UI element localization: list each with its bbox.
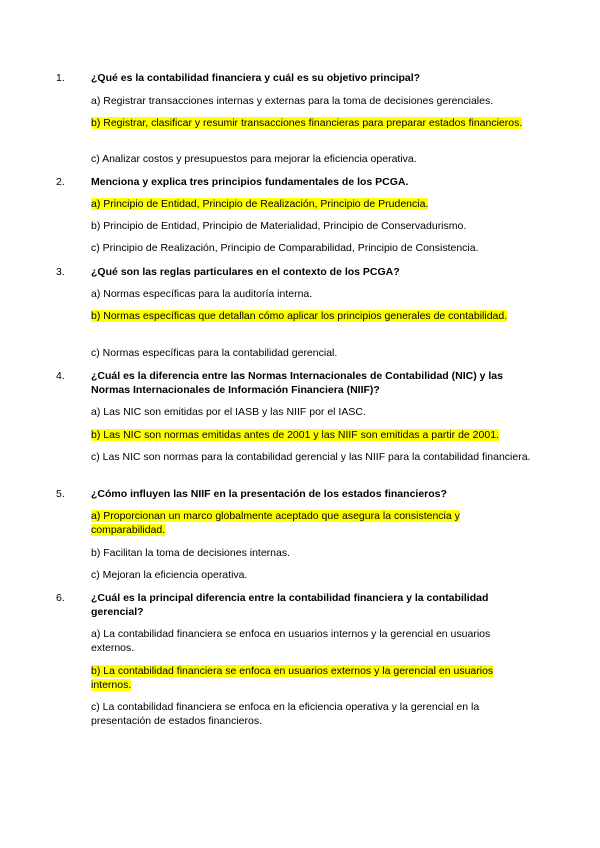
option-text: a) Normas específicas para la auditoría interna. — [91, 288, 313, 300]
option-text: a) Principio de Entidad, Principio de Realización, Principio de Prudencia. — [91, 198, 429, 210]
answer-option — [91, 346, 531, 360]
option-text: b) Las NIC son normas emitidas antes de 2001 y las NIIF son emitidas a partir de 2001. — [91, 429, 499, 441]
answer-option-highlighted — [91, 664, 531, 692]
answer-option-highlighted — [91, 428, 531, 442]
answer-option — [91, 241, 531, 255]
question-text: ¿Qué son las reglas particulares en el contexto de los PCGA? — [91, 266, 400, 278]
answer-option — [91, 546, 531, 560]
option-text: c) La contabilidad financiera se enfoca en la eficiencia operativa y la gerencial en la presentación de estados financieros. — [91, 701, 480, 727]
question-text: ¿Qué es la contabilidad financiera y cuál es su objetivo principal? — [91, 72, 421, 84]
question-number: 4. — [56, 370, 65, 382]
answer-option — [91, 627, 531, 655]
question-number: 5. — [56, 488, 65, 500]
answer-option — [91, 405, 531, 419]
answer-option — [91, 700, 531, 728]
option-text: c) Analizar costos y presupuestos para mejorar la eficiencia operativa. — [91, 153, 417, 165]
question-number: 2. — [56, 176, 65, 188]
option-text: b) Principio de Entidad, Principio de Materialidad, Principio de Conservadurismo. — [91, 220, 467, 232]
answer-option — [91, 94, 531, 108]
question-number: 1. — [56, 72, 65, 84]
answer-option — [91, 152, 531, 166]
option-text: b) Facilitan la toma de decisiones internas. — [91, 547, 291, 559]
question-number: 3. — [56, 266, 65, 278]
answer-option — [91, 287, 531, 301]
option-text: a) La contabilidad financiera se enfoca en usuarios internos y la gerencial en usuarios externos. — [91, 628, 491, 654]
option-text: b) Normas específicas que detallan cómo aplicar los principios generales de contabilidad. — [91, 310, 508, 322]
answer-option — [91, 568, 531, 582]
question-text: ¿Cuál es la principal diferencia entre la contabilidad financiera y la contabilidad gerencial? — [91, 592, 489, 618]
answer-option-highlighted — [91, 116, 531, 130]
answer-option-highlighted — [91, 197, 531, 211]
question-number: 6. — [56, 592, 65, 604]
option-text: c) Las NIC son normas para la contabilidad gerencial y las NIIF para la contabilidad financiera. — [91, 451, 531, 463]
option-text: a) Las NIC son emitidas por el IASB y las NIIF por el IASC. — [91, 406, 366, 418]
answer-option — [91, 219, 531, 233]
answer-option — [91, 450, 531, 464]
question-text: Menciona y explica tres principios fundamentales de los PCGA. — [91, 176, 409, 188]
option-text: b) La contabilidad financiera se enfoca en usuarios externos y la gerencial en usuarios internos. — [91, 665, 494, 691]
option-text: c) Normas específicas para la contabilidad gerencial. — [91, 347, 338, 359]
option-text: c) Principio de Realización, Principio de Comparabilidad, Principio de Consistencia. — [91, 242, 479, 254]
option-text: a) Registrar transacciones internas y externas para la toma de decisiones gerenciales. — [91, 95, 494, 107]
answer-option-highlighted — [91, 309, 531, 323]
question-text: ¿Cómo influyen las NIIF en la presentación de los estados financieros? — [91, 488, 447, 500]
question-text: ¿Cuál es la diferencia entre las Normas Internacionales de Contabilidad (NIC) y las Normas Internacionales de Información Financiera (NIIF)? — [91, 370, 503, 396]
option-text: c) Mejoran la eficiencia operativa. — [91, 569, 248, 581]
option-text: b) Registrar, clasificar y resumir transacciones financieras para preparar estados financieros. — [91, 117, 523, 129]
answer-option-highlighted — [91, 509, 531, 537]
option-text: a) Proporcionan un marco globalmente aceptado que asegura la consistencia y comparabilidad. — [91, 510, 460, 536]
